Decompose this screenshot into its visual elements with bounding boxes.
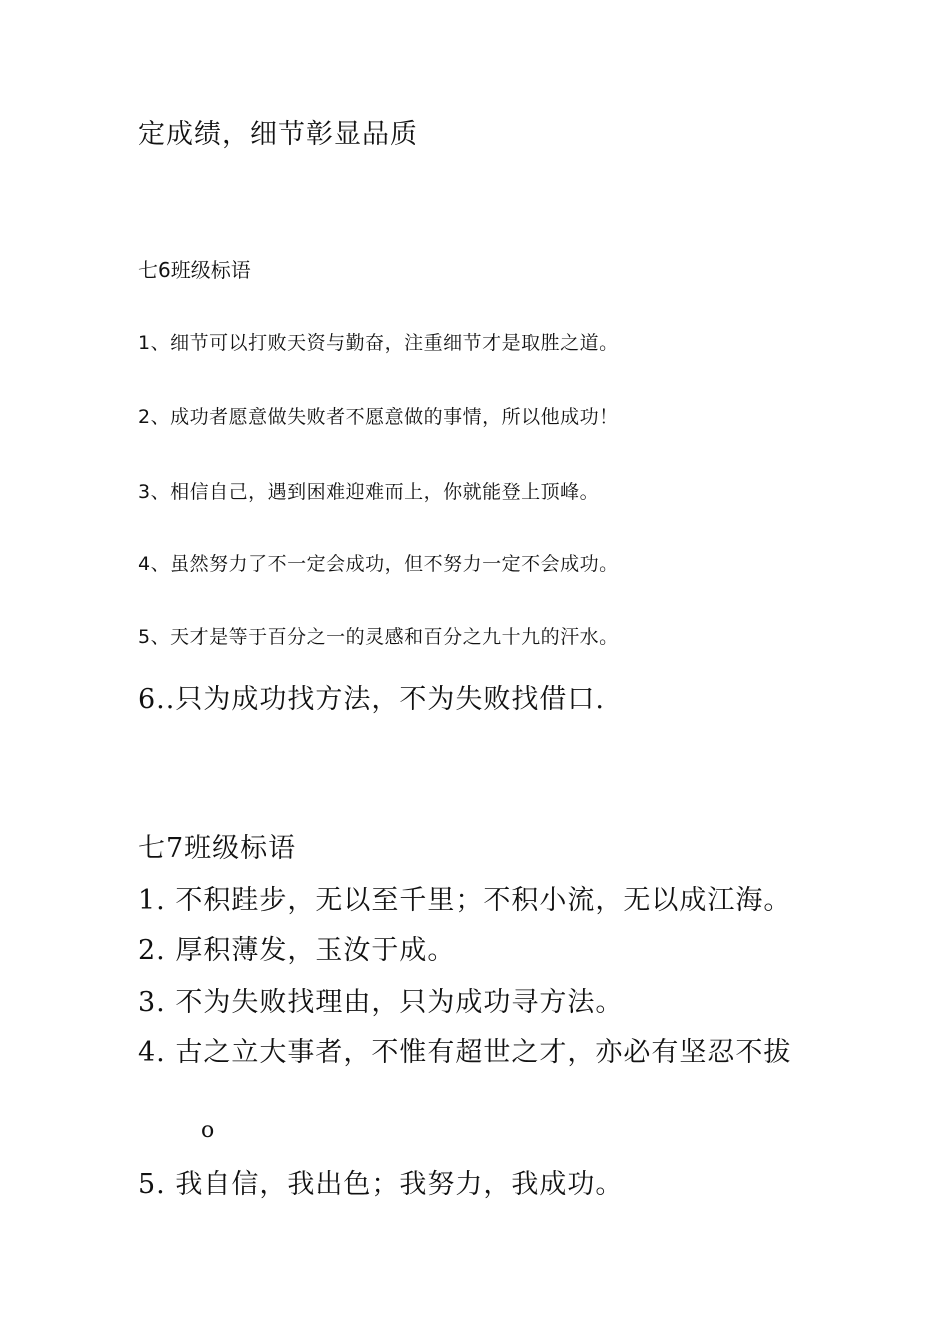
- section-6-item: 4、虽然努力了不一定会成功，但不努力一定不会成功。: [138, 553, 619, 575]
- section-7-item: 4. 古之立大事者，不惟有超世之才，亦必有坚忍不拔: [138, 1037, 792, 1068]
- section-6-item: 6..只为成功找方法，不为失败找借口.: [138, 684, 605, 715]
- section-6-item: 1、细节可以打败天资与勤奋，注重细节才是取胜之道。: [138, 332, 619, 354]
- section-7-heading: 七7班级标语: [138, 833, 297, 864]
- top-fragment-text: 定成绩，细节彰显品质: [138, 119, 418, 150]
- section-6-item: 5、天才是等于百分之一的灵感和百分之九十九的汗水。: [138, 626, 619, 648]
- section-6-item: 3、相信自己，遇到困难迎难而上，你就能登上顶峰。: [138, 481, 600, 503]
- section-7-item: 3. 不为失败找理由，只为成功寻方法。: [138, 987, 624, 1018]
- section-7-item: 5. 我自信，我出色；我努力，我成功。: [138, 1169, 624, 1200]
- section-6-heading: 七6班级标语: [138, 258, 251, 282]
- section-7-item: 2. 厚积薄发，玉汝于成。: [138, 935, 456, 966]
- section-7-item: 1. 不积跬步，无以至千里；不积小流，无以成江海。: [138, 885, 792, 916]
- section-7-item-continuation: o: [201, 1118, 216, 1143]
- section-6-item: 2、成功者愿意做失败者不愿意做的事情，所以他成功！: [138, 406, 619, 428]
